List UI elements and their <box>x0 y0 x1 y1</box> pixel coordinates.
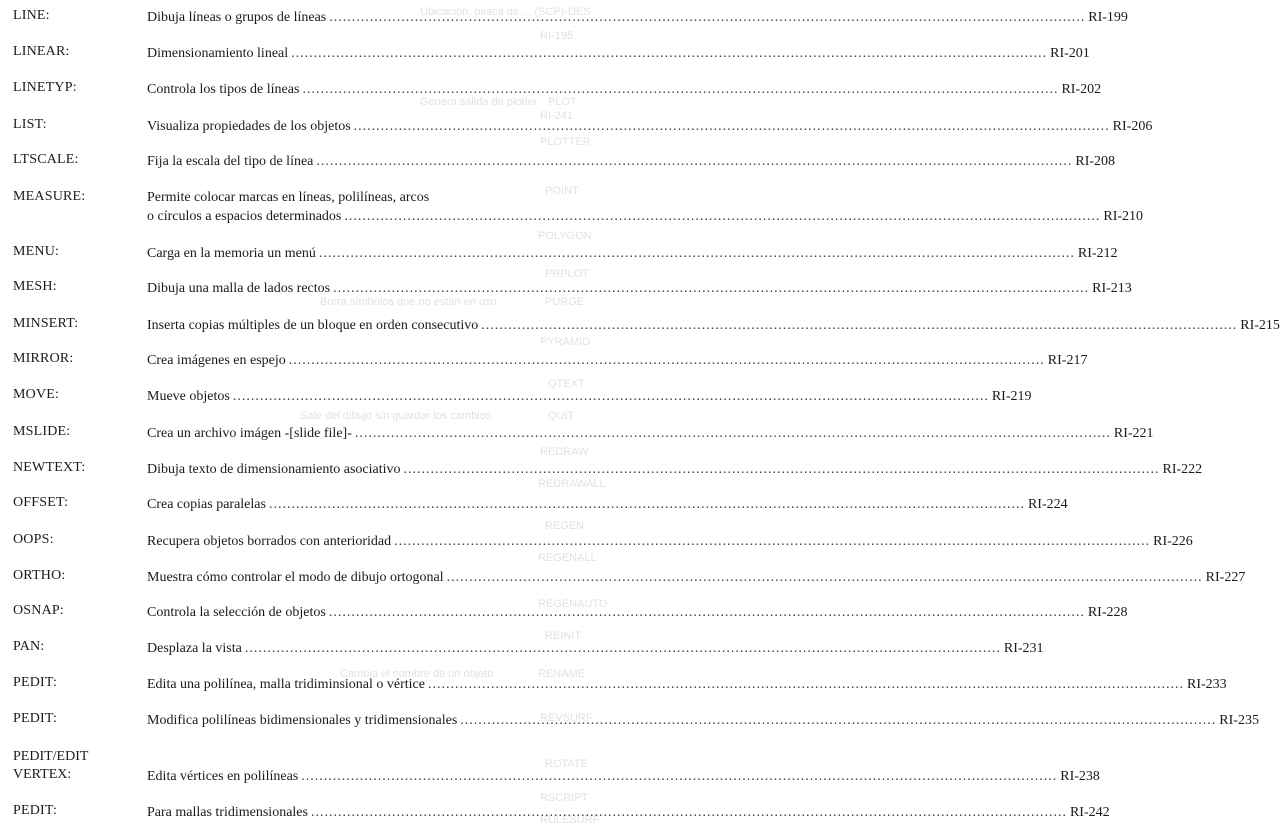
leader-dots <box>447 568 1203 588</box>
leader-dots <box>301 767 1057 787</box>
command-description: Recupera objetos borrados con anterioridad <box>147 534 392 549</box>
index-entry <box>0 532 1193 552</box>
ghost-text: QUIT <box>548 410 575 422</box>
command-name: LTSCALE: <box>13 152 79 167</box>
ghost-text: REINIT <box>545 630 582 642</box>
leader-dots <box>291 44 1047 64</box>
index-entry <box>0 460 1203 480</box>
page-reference: RI-226 <box>1153 534 1193 549</box>
ghost-text: RI-241 <box>540 110 574 122</box>
index-entry <box>0 351 1088 371</box>
page-reference: RI-212 <box>1077 246 1118 261</box>
index-entry <box>0 495 1068 515</box>
command-description: Edita vértices en polilíneas <box>147 769 299 784</box>
page-reference: RI-222 <box>1162 462 1203 477</box>
page-reference: RI-242 <box>1069 805 1110 820</box>
ghost-text: Cambia el nombre de un objeto <box>340 668 494 680</box>
ghost-text: RI-195 <box>540 30 574 42</box>
command-description: Edita una polilínea, malla tridiminsional o vértice <box>147 677 425 692</box>
ghost-text: POLYGON <box>538 230 592 242</box>
command-name: VERTEX: <box>13 767 72 782</box>
command-name: PEDIT: <box>13 675 58 690</box>
ghost-text: REDRAWALL <box>538 478 606 490</box>
command-name: LINE: <box>13 8 50 23</box>
command-description: Dibuja líneas o grupos de líneas <box>147 10 327 25</box>
ghost-text: POINT <box>545 185 579 197</box>
index-entry <box>0 44 1090 64</box>
command-name: ORTHO: <box>13 568 66 583</box>
command-description: Crea un archivo imágen -[slide file]- <box>147 426 352 441</box>
ghost-text: PRPLOT <box>545 268 590 280</box>
page-reference: RI-231 <box>1003 641 1044 656</box>
command-name: LIST: <box>13 117 47 132</box>
ghost-text: REDRAW <box>540 446 589 458</box>
ghost-text: REGENAUTO <box>538 598 608 610</box>
page-reference: RI-221 <box>1113 426 1154 441</box>
command-description: Desplaza la vista <box>147 641 242 656</box>
page-reference: RI-208 <box>1075 154 1116 169</box>
command-name: LINETYP: <box>13 80 77 95</box>
page-reference: RI-217 <box>1047 353 1088 368</box>
command-name-line-1: PEDIT/EDIT <box>13 749 89 764</box>
leader-dots <box>460 711 1216 731</box>
page-reference: RI-210 <box>1103 209 1144 224</box>
command-name: MENU: <box>13 244 60 259</box>
leader-dots <box>316 152 1072 172</box>
command-description: Modifica polilíneas bidimensionales y tridimensionales <box>147 713 458 728</box>
index-entry <box>0 8 1128 28</box>
command-description: Dibuja una malla de lados rectos <box>147 281 331 296</box>
index-entry <box>0 424 1154 444</box>
page-reference: RI-224 <box>1027 497 1068 512</box>
ghost-text: ROTATE <box>545 758 588 770</box>
command-name: MEASURE: <box>13 189 86 204</box>
page-reference: RI-228 <box>1087 605 1128 620</box>
command-name: PAN: <box>13 639 45 654</box>
page-reference: RI-215 <box>1240 318 1280 333</box>
leader-dots <box>319 244 1075 264</box>
page-reference: RI-235 <box>1219 713 1259 728</box>
command-description: Visualiza propiedades de los objetos <box>147 119 351 134</box>
leader-dots <box>302 80 1058 100</box>
index-entry <box>0 279 1132 299</box>
leader-dots <box>311 803 1067 823</box>
ghost-text: Ubicación, pesca de ... (SCP)-DES <box>420 6 591 18</box>
command-description: Crea imágenes en espejo <box>147 353 286 368</box>
index-entry <box>0 675 1227 695</box>
page-reference: RI-238 <box>1060 769 1100 784</box>
index-entry <box>0 189 1144 227</box>
leader-dots <box>329 8 1085 28</box>
command-name: MOVE: <box>13 387 60 402</box>
page-reference: RI-213 <box>1092 281 1132 296</box>
command-description: o círculos a espacios determinados <box>147 209 342 224</box>
ghost-text: QTEXT <box>548 378 585 390</box>
ghost-text: PLOTTER <box>540 136 591 148</box>
command-description: Carga en la memoria un menú <box>147 246 316 261</box>
index-entry <box>0 152 1116 172</box>
command-name: OOPS: <box>13 532 54 547</box>
page-reference: RI-202 <box>1061 82 1102 97</box>
leader-dots <box>404 460 1160 480</box>
leader-dots <box>481 316 1237 336</box>
command-description: Controla la selección de objetos <box>147 605 326 620</box>
index-entry <box>0 387 1032 407</box>
index-entry <box>0 749 1100 791</box>
command-description: Crea copias paralelas <box>147 497 266 512</box>
command-name: MSLIDE: <box>13 424 71 439</box>
leader-dots <box>394 532 1150 552</box>
command-description: Dibuja texto de dimensionamiento asociativo <box>147 462 401 477</box>
leader-dots <box>355 424 1111 444</box>
command-name: OFFSET: <box>13 495 69 510</box>
leader-dots <box>344 207 1100 227</box>
leader-dots <box>354 117 1110 137</box>
leader-dots <box>333 279 1089 299</box>
leader-dots <box>269 495 1025 515</box>
leader-dots <box>329 603 1085 623</box>
ghost-text: REVSURF <box>540 712 593 724</box>
ghost-text: RENAME <box>538 668 586 680</box>
ghost-text: PYRAMID <box>540 336 591 348</box>
ghost-text: PLOT <box>548 96 577 108</box>
ghost-text: Sale del dibujo sin guardar los cambios <box>300 410 492 422</box>
command-name: MIRROR: <box>13 351 74 366</box>
command-description: Fija la escala del tipo de línea <box>147 154 314 169</box>
leader-dots <box>233 387 989 407</box>
index-entry <box>0 568 1246 588</box>
command-description-line-1: Permite colocar marcas en líneas, polilíneas, arcos <box>147 190 430 205</box>
command-name: NEWTEXT: <box>13 460 86 475</box>
index-entry <box>0 803 1110 823</box>
command-name: MINSERT: <box>13 316 79 331</box>
ghost-text: PURGE <box>545 296 585 308</box>
index-entry <box>0 639 1044 659</box>
command-name: PEDIT: <box>13 803 58 818</box>
command-description: Para mallas tridimensionales <box>147 805 308 820</box>
index-entry <box>0 711 1259 731</box>
index-entry <box>0 244 1118 264</box>
ghost-text: REGENALL <box>538 552 597 564</box>
command-description: Muestra cómo controlar el modo de dibujo ortogonal <box>147 570 444 585</box>
leader-dots <box>428 675 1184 695</box>
index-entry <box>0 603 1128 623</box>
leader-dots <box>245 639 1001 659</box>
page-reference: RI-219 <box>991 389 1032 404</box>
ghost-text: RSCRIPT <box>540 792 589 804</box>
page-reference: RI-233 <box>1186 677 1227 692</box>
command-name: OSNAP: <box>13 603 64 618</box>
page-reference: RI-206 <box>1112 119 1153 134</box>
command-description: Dimensionamiento lineal <box>147 46 289 61</box>
ghost-text: Genera salida de plotter <box>420 96 538 108</box>
page-reference: RI-201 <box>1050 46 1090 61</box>
index-entry <box>0 117 1153 137</box>
ghost-text: Borra símbolos que no están en uso <box>320 296 497 308</box>
command-name: MESH: <box>13 279 57 294</box>
ghost-text: REGEN <box>545 520 585 532</box>
leader-dots <box>289 351 1045 371</box>
index-entry <box>0 80 1102 100</box>
command-description: Inserta copias múltiples de un bloque en orden consecutivo <box>147 318 479 333</box>
command-name: PEDIT: <box>13 711 58 726</box>
command-description: Mueve objetos <box>147 389 230 404</box>
command-description: Controla los tipos de líneas <box>147 82 300 97</box>
page-reference: RI-227 <box>1205 570 1246 585</box>
command-name: LINEAR: <box>13 44 70 59</box>
page-reference: RI-199 <box>1088 10 1128 25</box>
index-entry <box>0 316 1280 336</box>
ghost-text: RULESURF <box>540 814 600 826</box>
